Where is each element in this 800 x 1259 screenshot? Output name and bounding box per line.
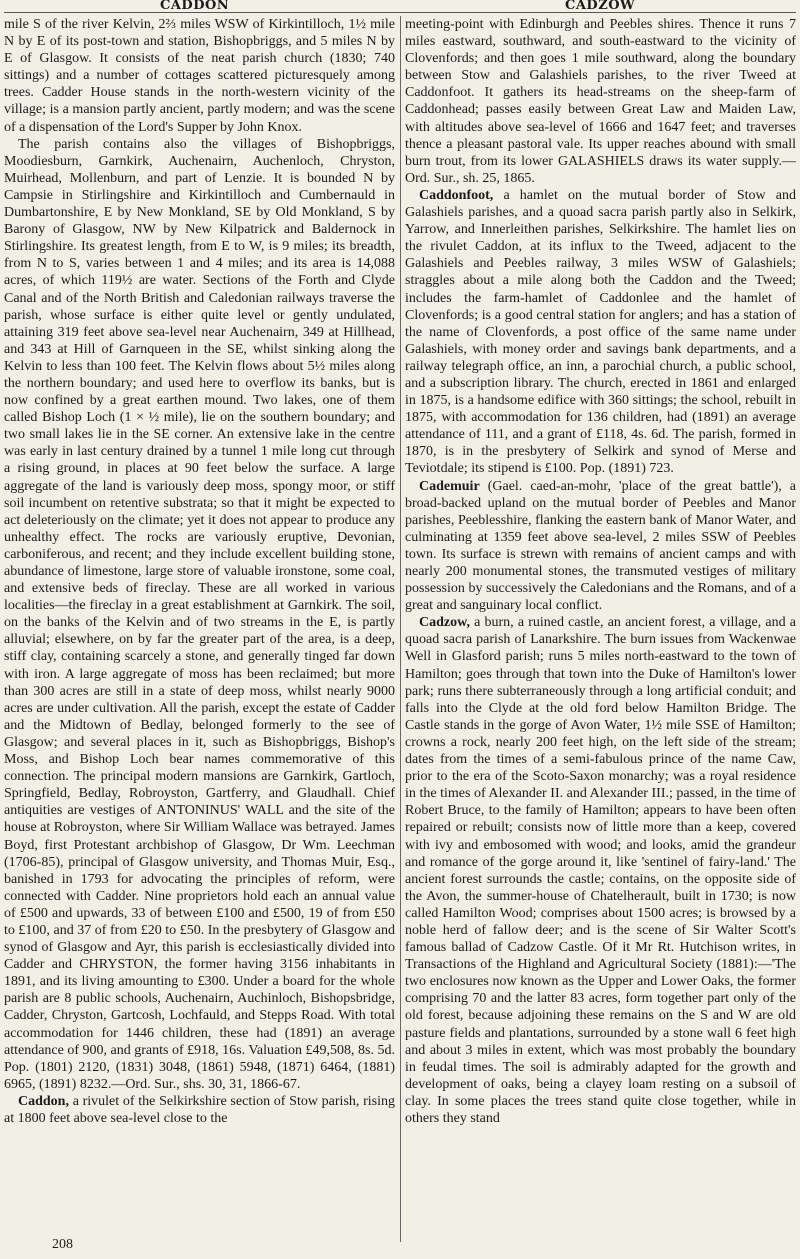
entry-headword: Cademuir bbox=[419, 478, 480, 494]
cadder-entry-continuation: mile S of the river Kelvin, 2⅔ miles WSW of Kirkintilloch, 1½ mile N by E of its post-town and station, Bishopbriggs, and 5 miles N by E of Glasgow. It consists of the neat parish church (1830; 740 sittings) and a number of cottages scattered picturesquely among trees. Cadder House stands in the north-western vicinity of the village; is a mansion partly ancient, partly modern; and was the scene of a dispensation of the Lord's Supper by John Knox. bbox=[4, 17, 395, 135]
entry-headword: Cadzow, bbox=[419, 615, 470, 631]
cademuir-entry bbox=[405, 478, 796, 615]
left-column bbox=[4, 16, 395, 1242]
entry-text: (Gael. caed-an-mohr, 'place of the great battle'), a broad-backed upland on the mutual border of Peebles and Manor parishes, Peeblesshire, flanking the eastern bank of Manor Water, and culminating at 1359 feet above sea-level, 2 miles SSW of Peebles town. Its surface is strewn with remains of ancient camps and with nearly 200 monumental stones, the transmuted vestiges of military possession by successively the Caledonians and the Romans, and of a great and sanguinary local conflict. bbox=[405, 478, 796, 614]
entry-headword: Caddon, bbox=[18, 1093, 69, 1109]
entry-text: a rivulet of the Selkirkshire section of Stow parish, rising at 1800 feet above sea-level close to the bbox=[4, 1093, 395, 1126]
caddon-entry-continuation: meeting-point with Edinburgh and Peebles shires. Thence it runs 7 miles eastward, southward, and south-eastward to the vicinity of Clovenfords; and then goes 1 mile southward, along the boundary between Stow and Galashiels parishes, to the river Tweed at Caddonfoot. It gathers its head-streams on the sheep-farm of Caddonhead; passes easily between Great Law and Maiden Law, with altitudes above sea-level of 1666 and 1647 feet; and traverses thence a pleasant pastoral vale. Its upper reaches abound with small burn trout, from its lower GALASHIELS draws its water supply.—Ord. Sur., sh. 25, 1865. bbox=[405, 17, 796, 186]
cadder-parish-paragraph: The parish contains also the villages of Bishopbriggs, Moodiesburn, Garnkirk, Auchenairn, Auchenloch, Chryston, Muirhead, Mollenburn, and part of Lenzie. It is bounded N by Campsie in Stirlingshire and Kirkintilloch and Cumbernauld in Dumbartonshire, E by New Monkland, SE by Old Monkland, S by Barony of Glasgow, NW by New Kilpatrick and Baldernock in Stirlingshire. Its greatest length, from E to W, is 9 miles; its breadth, from N to S, varies between 1 and 4 miles; and its area is 14,088 acres, of which 119½ are water. Sections of the Forth and Clyde Canal and of the North British and Caledonian railways traverse the parish, whose surface is either quite level or gently undulated, attaining 319 feet above sea-level near Auchenairn, 349 at Hillhead, and 343 at Hill of Garnqueen in the SE, whilst sinking along the Kelvin to less than 100 feet. The Kelvin flows about 5½ miles along the northern boundary; and used here to overflow its banks, but is now confined by a great earthen mound. Two lakes, one of them called Bishop Loch (1 × ½ mile), lie on the southern boundary; and two small lakes lie in the SE corner. An extensive lake in the centre was early in last century drained by a tunnel 1 mile long cut through a rising ground, in places at 90 feet below the surface. A large aggregate of the land is variously deep moss, spongy moor, or stiff soil incumbent on retentive substrata; so that it might be expected to act deleteriously on the climate; yet it does not appear to produce any unhealthy effect. The rocks are variously eruptive, Devonian, carboniferous, and recent; and they include excellent building stone, abundance of limestone, large store of valuable ironstone, some coal, and extensive beds of fireclay. These are all worked in various localities—the fireclay in a great establishment at Garnkirk. The soil, on the banks of the Kelvin and of two streams in the E, is partly alluvial; elsewhere, on by far the greater part of the area, is a deep, stiff clay, containing scarcely a stone, and generally tinged far down with iron. A large aggregate of moss has been reclaimed; but more than 300 acres are still in a state of deep moss, whilst nearly 9000 acres are under cultivation. All the parish, except the estate of Cadder and the Midtown of Bedlay, belonged formerly to the see of Glasgow; and several places in it, such as Bishopbriggs, Bishop's Moss, and Bishop Loch bear names commemorative of this connection. The principal modern mansions are Garnkirk, Gartloch, Springfield, Bedlay, Robroyston, Gartferry, and Glaudhall. Chief antiquities are vestiges of ANTONINUS' WALL and the site of the house at Robroyston, where Sir William Wallace was betrayed. James Boyd, first Protestant archbishop of Glasgow, Dr Wm. Leechman (1706-85), principal of Glasgow university, and Thomas Muir, Esq., banished in 1793 for advocating the principles of reform, were connected with Cadder. Nine proprietors hold each an annual value of £500 and upwards, 33 of between £100 and £500, 19 of from £50 to £100, and 37 of from £20 to £50. In the presbytery of Glasgow and synod of Glasgow and Ayr, this parish is ecclesiastically divided into Cadder and CHRYSTON, the former having 3156 inhabitants in 1891, and its living amounting to £300. Under a board for the whole parish are 8 public schools, Auchenairn, Auchinloch, Bishopsbridge, Cadder, Chryston, Gartcosh, Lochfauld, and Stepps Road. With total accommodation for 1446 children, these had (1891) an average attendance of 900, and grants of £918, 16s. Valuation £49,508, 8s. 5d. Pop. (1801) 2120, (1831) 3048, (1861) 5948, (1871) 6464, (1881) 6965, (1891) 8232.—Ord. Sur., shs. 30, 31, 1866-67. bbox=[4, 136, 395, 1092]
cadzow-entry bbox=[405, 614, 796, 1127]
column-divider bbox=[400, 16, 401, 1242]
page-number: 208 bbox=[52, 1237, 73, 1252]
entry-text: a hamlet on the mutual border of Stow and Galashiels parishes, and a quoad sacra parish partly also in Selkirk, Yarrow, and Innerleithen parishes, Selkirkshire. The hamlet lies on the rivulet Caddon, at its influx to the Tweed, adjacent to the Galashiels and Peebles railway, 3 miles WSW of Galashiels; straggles about a mile along both the Caddon and the Tweed; includes the farm-hamlet of Caddonlee and the hamlet of Clovenfords; is a good central station for anglers; and has a station of the name of Clovenfords, a post office of the same name under Galashiels, with money order and savings bank departments, and a railway telegraph office, an inn, a parochial church, a public school, and a subscription library. The church, erected in 1861 and enlarged in 1875, is a handsome edifice with 360 sittings; the school, rebuilt in 1875, with accommodation for 136 children, had (1891) an average attendance of 111, and a grant of £118, 4s. 6d. The parish, formed in 1870, is in the presbytery of Selkirk and synod of Merse and Teviotdale; its stipend is £100. Pop. (1891) 723. bbox=[405, 187, 796, 477]
entry-text: a burn, a ruined castle, an ancient forest, a village, and a quoad sacra parish of Lanarkshire. The burn issues from Wackenwae Well in Glasford parish; runs 5 miles north-eastward to the town of Hamilton; goes through that town into the Duke of Hamilton's lower park; runs there subterraneously through a long artificial conduit; and falls into the Clyde at the old ford below Hamilton Bridge. The Castle stands in the gorge of Avon Water, 1½ mile SSE of Hamilton; crowns a rock, nearly 200 feet high, on the left side of the stream; dates from the times of a semi-fabulous prince of the name Caw, prior to the era of the Scoto-Saxon monarchy; was a royal residence in the times of Alexander II. and Alexander III.; passed, in the time of Robert Bruce, to the family of Hamilton; appears to have been often repaired or rebuilt; consists now of little more than a keep, covered with ivy and embosomed with wood; and looks, amid the grandeur and romance of the gorge around it, like 'sentinel of fairy-land.' The ancient forest surrounds the castle; contains, on the opposite side of the Avon, the summer-house of Chatelherault, built in 1730; is now called Hamilton Wood; comprises about 1500 acres; is browsed by a noble herd of fallow deer; and is the scene of Sir Walter Scott's famous ballad of Cadzow Castle. Of it Mr Rt. Hutchison writes, in Transactions of the Highland and Agricultural Society (1881):—'The two enclosures now known as the Upper and Lower Oaks, the former comprising 70 and the latter 83 acres, form together part only of the old forest, because adjoining these remains on the S and W are old pasture fields and plantations, surrounded by a stone wall 6 feet high and about 3 miles in extent, which was most probably the boundary in feudal times. The soil is admirably adapted for the growth and development of oaks, being a clayey loam resting on a subsoil of clay. In some places the trees stand quite close together, while in others they stand bbox=[405, 615, 796, 1126]
running-head-right: CADZOW bbox=[565, 0, 636, 13]
caddonfoot-entry bbox=[405, 187, 796, 478]
entry-headword: Caddonfoot, bbox=[419, 187, 494, 203]
caddon-entry bbox=[4, 1093, 395, 1127]
right-column bbox=[405, 16, 796, 1242]
header-rule bbox=[4, 12, 796, 13]
running-head-left: CADDON bbox=[160, 0, 230, 13]
